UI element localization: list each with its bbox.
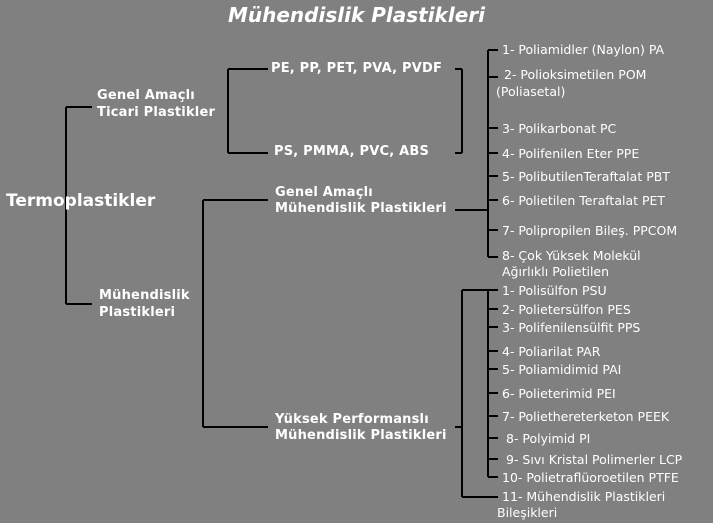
gp-item-8-cont: Ağırlıklı Polietilen [502,264,610,279]
general-branch-line2: Ticari Plastikler [97,105,216,120]
engineering-branch-line1: Mühendislik [99,288,190,303]
general-branch-line1: Genel Amaçlı [97,88,195,103]
gp-item-7: 7- Polipropilen Bileş. PPCOM [502,223,678,238]
hp-item-7: 7- Poliethereterketon PEEK [502,409,670,424]
gp-item-2: 2- Polioksimetilen POM [504,67,647,82]
hp-item-6: 6- Polieterimid PEI [502,386,616,401]
hp-item-9: 9- Sıvı Kristal Polimerler LCP [506,452,683,467]
hp-item-10: 10- Polietraflüoroetilen PTFE [502,470,679,485]
hp-item-4: 4- Poliarilat PAR [502,344,601,359]
hp-item-11: 11- Mühendislik Plastikleri [502,489,666,504]
hp-item-1: 1- Polisülfon PSU [502,283,607,298]
engineering-branch-line2: Plastikleri [99,305,176,320]
high-performance-line1: Yüksek Performanslı [275,412,429,427]
group-ps-pmma: PS, PMMA, PVC, ABS [274,144,430,159]
gp-item-8: 8- Çok Yüksek Molekül [502,248,641,263]
diagram-title: Mühendislik Plastikleri [227,3,485,27]
gp-item-4: 4- Polifenilen Eter PPE [502,146,640,161]
gp-item-6: 6- Polietilen Teraftalat PET [502,193,666,208]
root-node: Termoplastikler [6,191,156,211]
hp-item-2: 2- Polietersülfon PES [502,302,631,317]
hp-item-8: 8- Polyimid PI [506,431,591,446]
hp-item-5: 5- Poliamidimid PAI [502,362,622,377]
general-purpose-line2: Mühendislik Plastikleri [275,201,447,216]
high-performance-line2: Mühendislik Plastikleri [275,428,447,443]
gp-item-5: 5- PolibutilenTeraftalat PBT [502,169,670,184]
hp-item-3: 3- Polifenilensülfit PPS [502,320,641,335]
general-purpose-line1: Genel Amaçlı [275,185,373,200]
group-pe-pp: PE, PP, PET, PVA, PVDF [271,61,443,76]
gp-item-2-cont: (Poliasetal) [496,84,566,99]
hp-item-11-cont: Bileşikleri [497,505,558,520]
gp-item-1: 1- Poliamidler (Naylon) PA [502,42,665,57]
gp-item-3: 3- Polikarbonat PC [502,121,617,136]
